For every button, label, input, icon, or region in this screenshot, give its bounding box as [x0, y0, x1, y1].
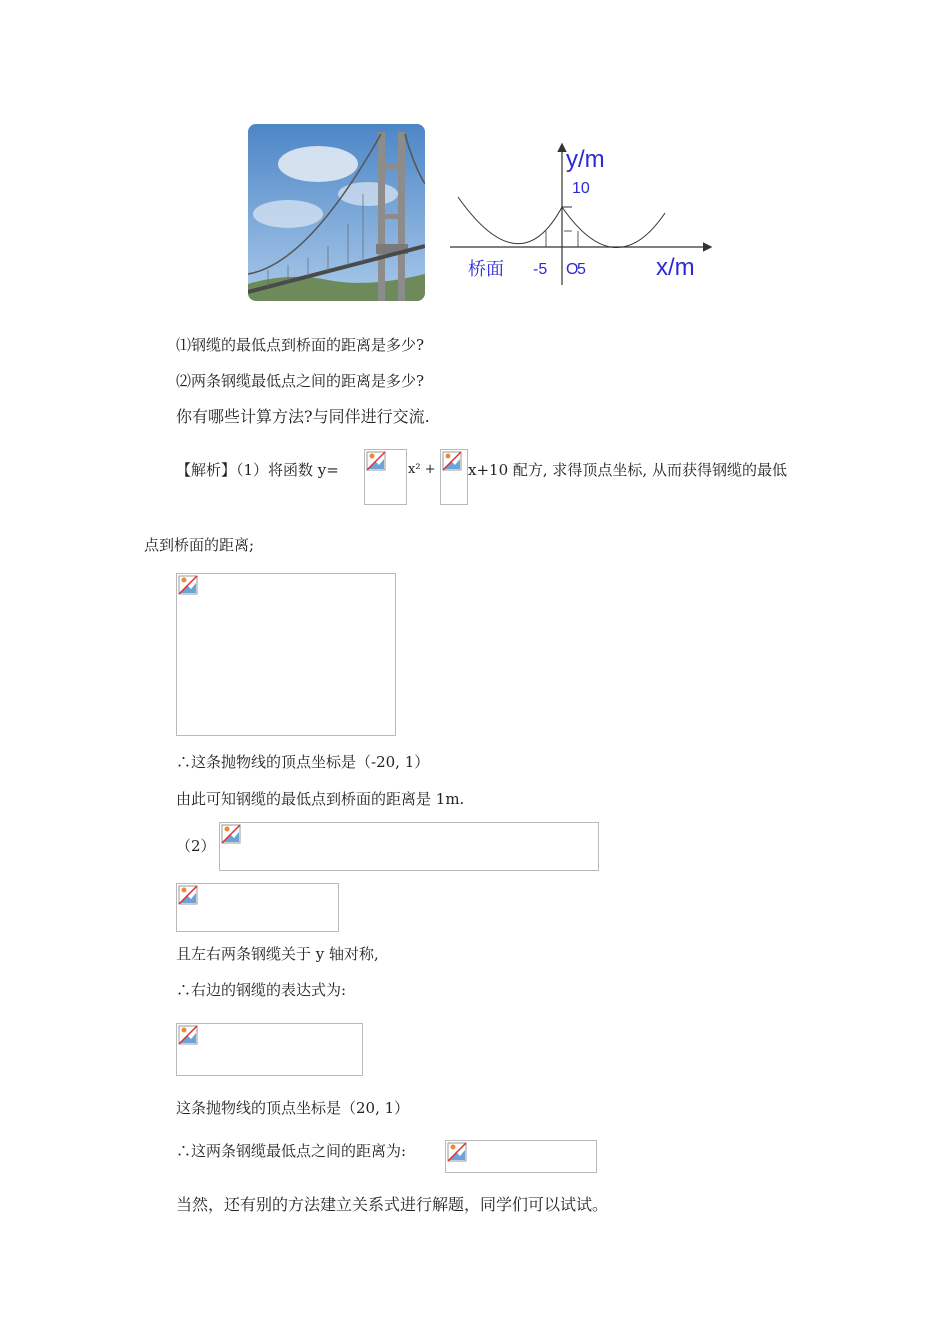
closing-remark: 当然，还有别的方法建立关系式进行解题，同学们可以试试。	[176, 1195, 609, 1214]
bridge-photo	[248, 124, 425, 301]
broken-image-icon	[178, 1025, 198, 1045]
question-2: ⑵两条钢缆最低点之间的距离是多少?	[176, 372, 425, 390]
x-axis-label: x/m	[656, 254, 695, 281]
formula-image-part2	[219, 822, 599, 871]
broken-image-icon	[366, 451, 386, 471]
y-tick-10: 10	[572, 180, 590, 197]
left-cable-curve	[458, 197, 562, 244]
question-1: ⑴钢缆的最低点到桥面的距离是多少?	[176, 336, 425, 354]
distance-between-lows: ∴这两条钢缆最低点之间的距离为:	[176, 1142, 407, 1160]
broken-image-icon	[442, 451, 462, 471]
tick-origin: O	[566, 261, 579, 278]
solution-intro: 【解析】（1）将函数 y=	[176, 461, 339, 479]
formula-image-coef-b	[440, 449, 468, 505]
y-axis-label: y/m	[566, 146, 605, 173]
distance-conclusion: 由此可知钢缆的最低点到桥面的距离是 1m.	[176, 790, 465, 808]
symmetry-statement: 且左右两条钢缆关于 y 轴对称,	[176, 945, 379, 963]
solution-x-squared: x² +	[408, 462, 436, 477]
part2-label: （2）	[176, 837, 216, 855]
right-cable-curve	[562, 207, 665, 248]
formula-image-completing-square	[176, 573, 396, 736]
broken-image-icon	[178, 885, 198, 905]
solution-line2: 点到桥面的距离;	[144, 536, 255, 554]
tick-5: 5	[577, 261, 586, 278]
formula-image-coef-a	[364, 449, 407, 505]
formula-image-left-cable	[176, 883, 339, 932]
question-3: 你有哪些计算方法?与同伴进行交流.	[176, 407, 430, 426]
broken-image-icon	[447, 1142, 467, 1162]
vertex-left: ∴这条抛物线的顶点坐标是（-20, 1）	[176, 753, 430, 771]
formula-image-distance	[445, 1140, 597, 1173]
formula-image-right-cable	[176, 1023, 363, 1076]
right-cable-expression-intro: ∴右边的钢缆的表达式为:	[176, 981, 347, 999]
broken-image-icon	[178, 575, 198, 595]
solution-line1-end: x+10 配方, 求得顶点坐标, 从而获得钢缆的最低	[468, 461, 787, 479]
vertex-right: 这条抛物线的顶点坐标是（20, 1）	[176, 1099, 410, 1117]
broken-image-icon	[221, 824, 241, 844]
cable-coordinate-graph	[440, 135, 720, 285]
deck-label: 桥面	[468, 259, 504, 280]
tick-neg5: -5	[533, 261, 548, 278]
